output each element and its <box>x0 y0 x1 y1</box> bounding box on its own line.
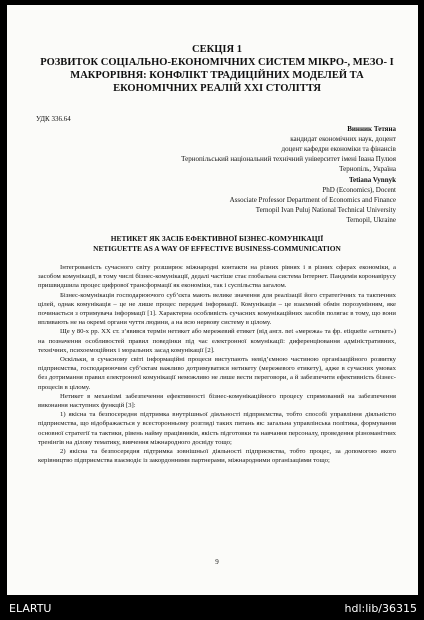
author-degree: PhD (Economics), Docent <box>322 186 396 194</box>
section-heading <box>38 43 396 95</box>
author-location: Тернопіль, Україна <box>339 165 396 173</box>
section-heading-line: СЕКЦІЯ 1 <box>192 44 242 55</box>
author-degree: кандидат економічних наук, доцент <box>290 135 396 143</box>
paragraph: Ще у 80-х рр. XX ст. з’явився термін нетикет або мережевий етикет (від англ. net «мережа» та фр. etiquette «етикет») на позначення особливостей правил поведінки під час електронної комунікації: диференціювання адміністративних, технічних, психоемоційних і моральних засад комунікації [2]. <box>38 328 396 354</box>
paragraph: Оскільки, в сучасному світі інформаційні процеси виступають невід’ємною частиною організаційного розвитку підприємства, господарюючим суб’єктам важливо дотримуватися нетикету (мережевого етикету), адже в сучасних умовах без дотримання правил електронної комунікації неможливо не лише вести переговори, а й забезпечити ефективність бізнес-процесів в цілому. <box>38 356 396 391</box>
author-position: Associate Professor Department of Economics and Finance <box>229 196 396 204</box>
author-name: Винник Тетяна <box>347 125 396 133</box>
viewer-footer-bar <box>0 596 424 620</box>
article-title-ua: НЕТИКЕТ ЯК ЗАСІБ ЕФЕКТИВНОЇ БІЗНЕС-КОМУНІКАЦІЇ <box>110 234 324 243</box>
paragraph: Нетикет в механізмі забезпечення ефективності бізнес-комунікаційного процесу спрямований на забезпечення виконання наступних функцій [3]: <box>38 392 396 410</box>
author-position: доцент кафедри економіки та фінансів <box>281 145 396 153</box>
author-affiliation: Ternopil Ivan Puluj National Technical University <box>255 206 396 214</box>
paragraph: Інтегрованість сучасного світу розширює міжнародні контакти на різних рівнях і в різних сферах економіки, а засобом комунікації, в тому числі бізнес-комунікації, дедалі частіше стає глобальна система Інтернет. Пандемія коронавірусу пришвидшила процес цифрової трансформації як економіки, так і суспільства загалом. <box>38 264 396 290</box>
author-block-ua <box>181 124 396 174</box>
repository-label: ELARTU <box>9 602 52 615</box>
author-name: Tetiana Vynnyk <box>348 176 396 184</box>
page-number: 9 <box>215 558 219 566</box>
handle-identifier: hdl:lib/36315 <box>344 602 417 615</box>
paragraph: 2) якісна та безпосередня підтримка зовнішньої діяльності підприємства, тобто процес, за допомогою якого керівництво підприємства взаємодіє із закордонними партнерами, міжнародними організаціями тощо; <box>38 448 396 465</box>
author-location: Ternopil, Ukraine <box>346 216 396 224</box>
section-heading-line: МАКРОРІВНЯ: КОНФЛІКТ ТРАДИЦІЙНИХ МОДЕЛЕЙ ТА <box>70 70 364 81</box>
article-body <box>38 263 396 465</box>
author-block-en <box>230 175 396 225</box>
paragraph: 1) якісна та безпосередня підтримка внутрішньої діяльності підприємства, тобто способі управління діяльністю підприємства, що відображається у всесторонньому розгляді таких питань як: загальна управлінська політика, формування основної стратегії та тактики, рівень найму працівників, якість підготовки та навчання персоналу, проведення різноманітних тренінгів на ділову тематику, вивчення міжнародного досвіду тощо; <box>38 411 396 446</box>
author-affiliation: Тернопільський національний технічний університет імені Івана Пулюя <box>181 155 396 163</box>
udk-code: УДК 336.64 <box>36 115 71 123</box>
paragraph: Бізнес-комунікація господарюючого суб’єкта мають велике значення для реалізації його стратегічних та тактичних цілей, однак комунікація – це не лише процес передачі інформації. Комунікація – це взаємний обмін порозумінням, яке починається з отримувача інформації [1]. Характерна особливість сучасних комунікаційних засобів полягає в тому, що вони впливають не на окремі органи чуття людини, а на всю нервову систему в цілому. <box>38 291 396 327</box>
section-heading-line: РОЗВИТОК СОЦІАЛЬНО-ЕКОНОМІЧНИХ СИСТЕМ МІКРО-, МЕЗО- І <box>40 57 394 68</box>
section-heading-line: ЕКОНОМІЧНИХ РЕАЛІЙ ХХІ СТОЛІТТЯ <box>113 83 321 94</box>
document-page <box>7 5 418 595</box>
article-title-en: NETIGUETTE AS A WAY OF EFFECTIVE BUSINESS-COMMUNICATION <box>93 244 341 253</box>
article-title <box>38 234 396 254</box>
